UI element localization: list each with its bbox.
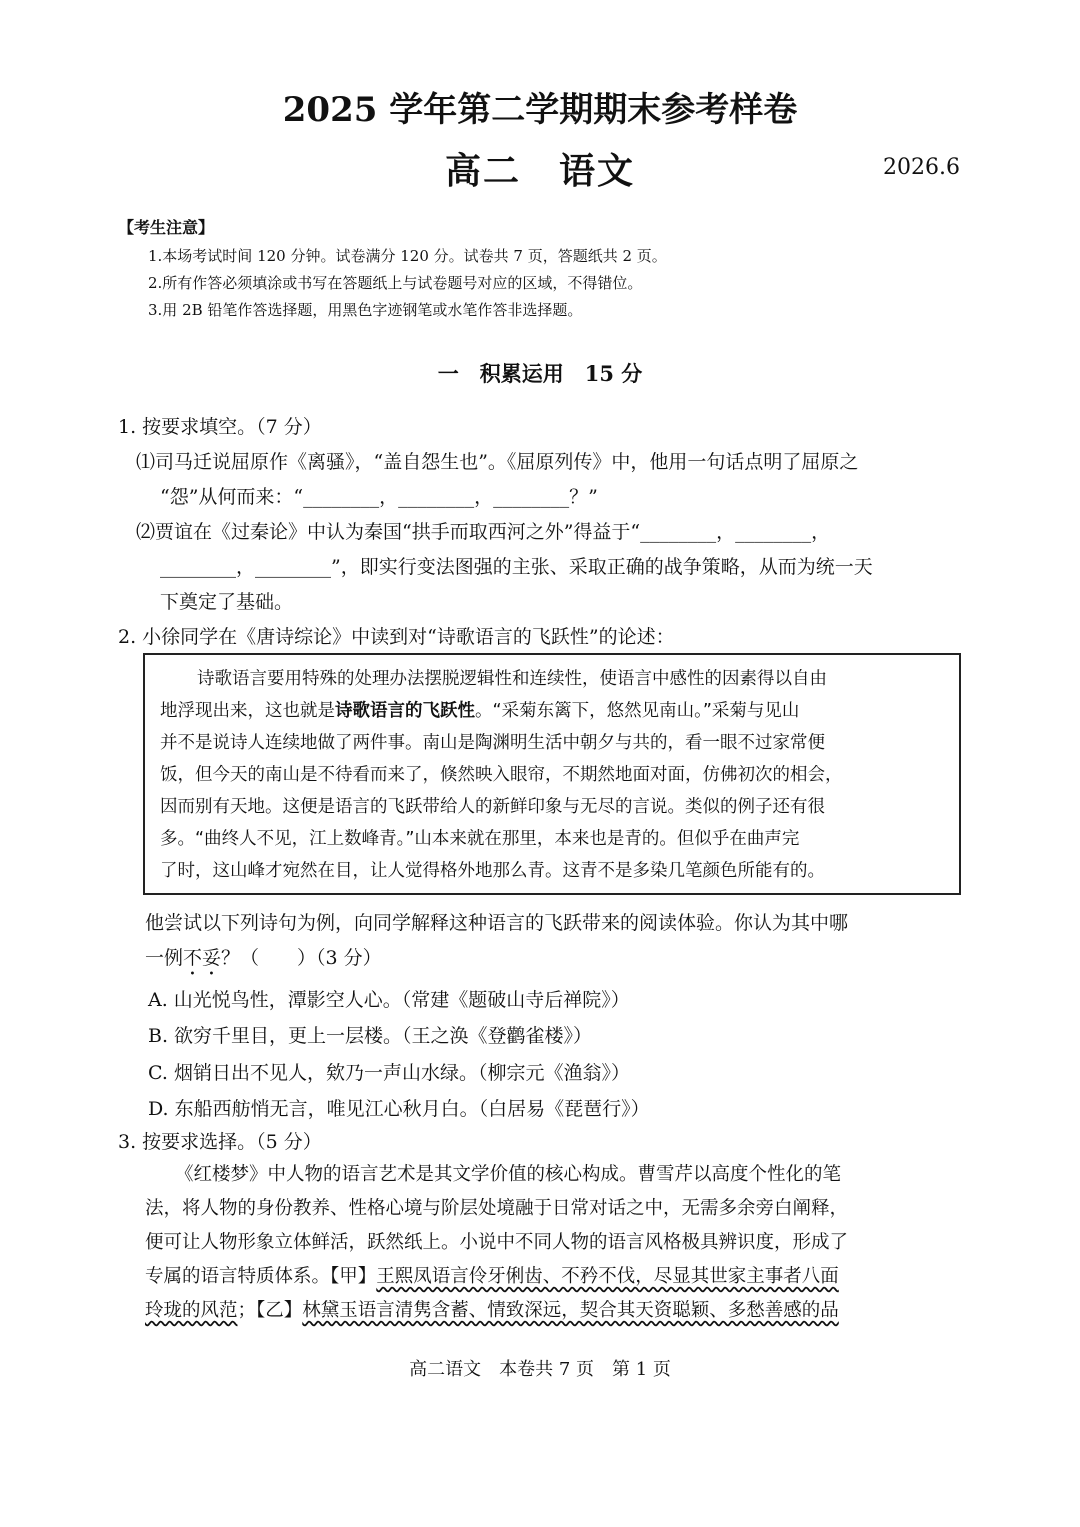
exam-subtitle: 高二 语文	[444, 150, 635, 192]
q1-part1-line2: “怨”从何而来：“________，________，________？”	[160, 486, 598, 508]
notice-item-1: 1.本场考试时间 120 分钟。试卷满分 120 分。试卷共 7 页，答题纸共 2 页。	[148, 247, 667, 265]
quote-line-7: 了时，这山峰才宛然在目，让人觉得格外地那么青。这青不是多染几笔颜色所能有的。	[160, 861, 825, 881]
q1-part2-line3: 下奠定了基础。	[160, 591, 294, 613]
section-1-title: 一 积累运用 15 分	[437, 361, 643, 386]
q2-option-b: B. 欲穷千里目，更上一层楼。（王之涣《登鹳雀楼》）	[148, 1025, 593, 1047]
q1-part2-line2: ________，________”，即实行变法图强的主张、采取正确的战争策略，从而为统一天	[160, 556, 873, 578]
q3-line-1: 《红楼梦》中人物的语言艺术是其文学价值的核心构成。曹雪芹以高度个性化的笔	[175, 1164, 842, 1185]
quote-line-2	[160, 697, 799, 722]
q3-underlined-jia: 王熙凤语言伶牙俐齿、不矜不伐，尽显其世家主事者八面	[376, 1266, 839, 1287]
q2-after-line2	[145, 943, 382, 980]
q2-option-a: A. 山光悦鸟性，潭影空人心。（常建《题破山寺后禅院》）	[148, 989, 630, 1011]
q3-line-4	[145, 1262, 839, 1288]
q3-line-3: 便可让人物形象立体鲜活，跃然纸上。小说中不同人物的语言风格极具辨识度，形成了	[145, 1232, 849, 1253]
notice-item-3: 3.用 2B 铅笔作答选择题，用黑色字迹钢笔或水笔作答非选择题。	[148, 301, 583, 319]
q1-part2-line1: ⑵贾谊在《过秦论》中认为秦国“拱手而取西河之外”得益于“________，________，	[136, 521, 831, 543]
q2-after-line1: 他尝试以下列诗句为例，向同学解释这种语言的飞跃带来的阅读体验。你认为其中哪	[145, 912, 849, 934]
q3-underlined-yi: 林黛玉语言清隽含蓄、情致深远，契合其天资聪颖、多愁善感的品	[302, 1300, 839, 1321]
q3-stem: 3. 按要求选择。（5 分）	[118, 1131, 322, 1153]
notice-heading: 【考生注意】	[118, 218, 215, 237]
q3-line-2: 法，将人物的身份教养、性格心境与阶层处境融于日常对话之中，无需多余旁白阐释，	[145, 1198, 849, 1219]
quote-line-2a: 地浮现出来，这也就是	[160, 701, 335, 721]
quote-line-2c: 。“采菊东篱下，悠然见南山。”采菊与见山	[475, 701, 800, 721]
exam-date: 2026.6	[883, 155, 960, 180]
quote-line-1: 诗歌语言要用特殊的处理办法摆脱逻辑性和连续性，使语言中感性的因素得以自由	[197, 669, 827, 689]
q3-underlined-jia-end: 玲珑的风范	[145, 1300, 238, 1321]
q2-after-line2a: 一例	[145, 947, 184, 969]
q3-line-4a: 专属的语言特质体系。【甲】	[145, 1266, 377, 1287]
quote-line-5: 因而别有天地。这便是语言的飞跃带给人的新鲜印象与无尽的言说。类似的例子还有很	[160, 797, 825, 817]
q2-stem: 2. 小徐同学在《唐诗综论》中读到对“诗歌语言的飞跃性”的论述：	[118, 626, 675, 648]
quote-keyword: 诗歌语言的飞跃性	[335, 701, 475, 721]
q3-line-5b: ；【乙】	[237, 1300, 303, 1321]
q3-line-5	[145, 1296, 839, 1322]
exam-title: 2025 学年第二学期期末参考样卷	[282, 90, 798, 130]
page-footer: 高二语文 本卷共 7 页 第 1 页	[409, 1359, 671, 1380]
quote-line-4: 饭，但今天的南山是不待看而来了，倏然映入眼帘，不期然地面对面，仿佛初次的相会，	[160, 765, 843, 785]
q2-option-d: D. 东船西舫悄无言，唯见江心秋月白。（白居易《琵琶行》）	[148, 1098, 650, 1120]
q2-option-c: C. 烟销日出不见人，欸乃一声山水绿。（柳宗元《渔翁》）	[148, 1062, 630, 1084]
quote-line-6: 多。“曲终人不见，江上数峰青。”山本来就在那里，本来也是青的。但似乎在曲声完	[160, 829, 800, 849]
q2-answer-slot: ？（ ）（3 分）	[221, 947, 382, 969]
q1-stem: 1. 按要求填空。（7 分）	[118, 416, 322, 438]
quote-line-3: 并不是说诗人连续地做了两件事。南山是陶渊明生活中朝夕与共的，看一眼不过家常便	[160, 733, 825, 753]
q1-part1-line1: ⑴司马迁说屈原作《离骚》，“盖自怨生也”。《屈原列传》中，他用一句话点明了屈原之	[136, 451, 859, 473]
q2-emphasis: 不妥	[183, 947, 222, 969]
notice-item-2: 2.所有作答必须填涂或书写在答题纸上与试卷题号对应的区域，不得错位。	[148, 274, 643, 292]
